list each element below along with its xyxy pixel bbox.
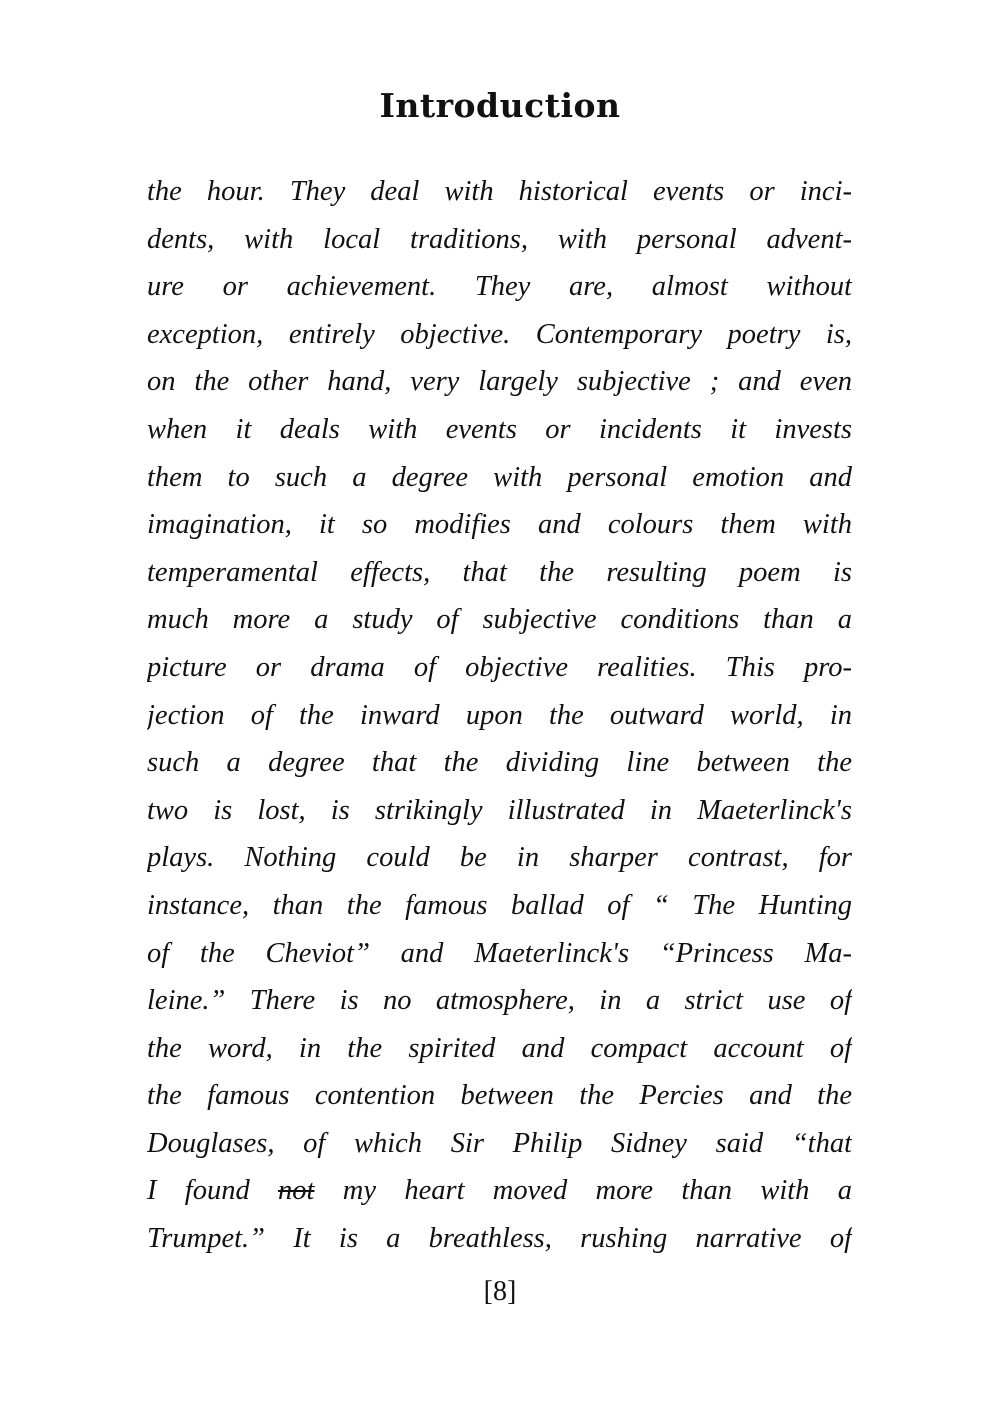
text-line: of the Cheviot” and Maeterlinck's “Princess Ma- bbox=[147, 937, 852, 969]
text-line: Douglases, of which Sir Philip Sidney said “that bbox=[147, 1127, 852, 1159]
text-line: such a degree that the dividing line between the bbox=[147, 747, 852, 779]
running-head: Introduction bbox=[379, 86, 621, 125]
text-line: when it deals with events or incidents it invests bbox=[147, 413, 852, 445]
text-line: two is lost, is strikingly illustrated in Maeterlinck's bbox=[147, 794, 852, 826]
text-line: Trumpet.” It is a breathless, rushing narrative of bbox=[147, 1223, 852, 1255]
struck-word: not bbox=[278, 1175, 315, 1207]
text-line: leine.” There is no atmosphere, in a strict use of bbox=[147, 985, 852, 1017]
text-line: plays. Nothing could be in sharper contrast, for bbox=[147, 842, 852, 874]
text-line: jection of the inward upon the outward world, in bbox=[147, 699, 852, 731]
text-line: much more a study of subjective conditions than a bbox=[147, 604, 852, 636]
body-text bbox=[147, 168, 852, 1263]
page-number: [8] bbox=[483, 1276, 517, 1307]
text-line-with-strikethrough bbox=[147, 1167, 852, 1215]
text-fragment: my heart moved more than with a bbox=[314, 1175, 852, 1207]
text-line: the word, in the spirited and compact account of bbox=[147, 1032, 852, 1064]
text-line: instance, than the famous ballad of “ The Hunting bbox=[147, 889, 852, 921]
text-line: the hour. They deal with historical events or inci- bbox=[147, 176, 852, 207]
text-line: them to such a degree with personal emotion and bbox=[147, 461, 852, 493]
text-line: ure or achievement. They are, almost without bbox=[147, 271, 852, 303]
text-line: the famous contention between the Percies and the bbox=[147, 1080, 852, 1112]
text-fragment: I found bbox=[147, 1175, 279, 1207]
text-line: dents, with local traditions, with personal advent- bbox=[147, 223, 852, 255]
text-line: exception, entirely objective. Contemporary poetry is, bbox=[147, 318, 852, 350]
text-line: imagination, it so modifies and colours them with bbox=[147, 509, 852, 541]
text-line: temperamental effects, that the resulting poem is bbox=[147, 556, 852, 588]
text-line: picture or drama of objective realities. This pro- bbox=[147, 651, 852, 683]
text-line: on the other hand, very largely subjective ; and even bbox=[147, 366, 852, 398]
